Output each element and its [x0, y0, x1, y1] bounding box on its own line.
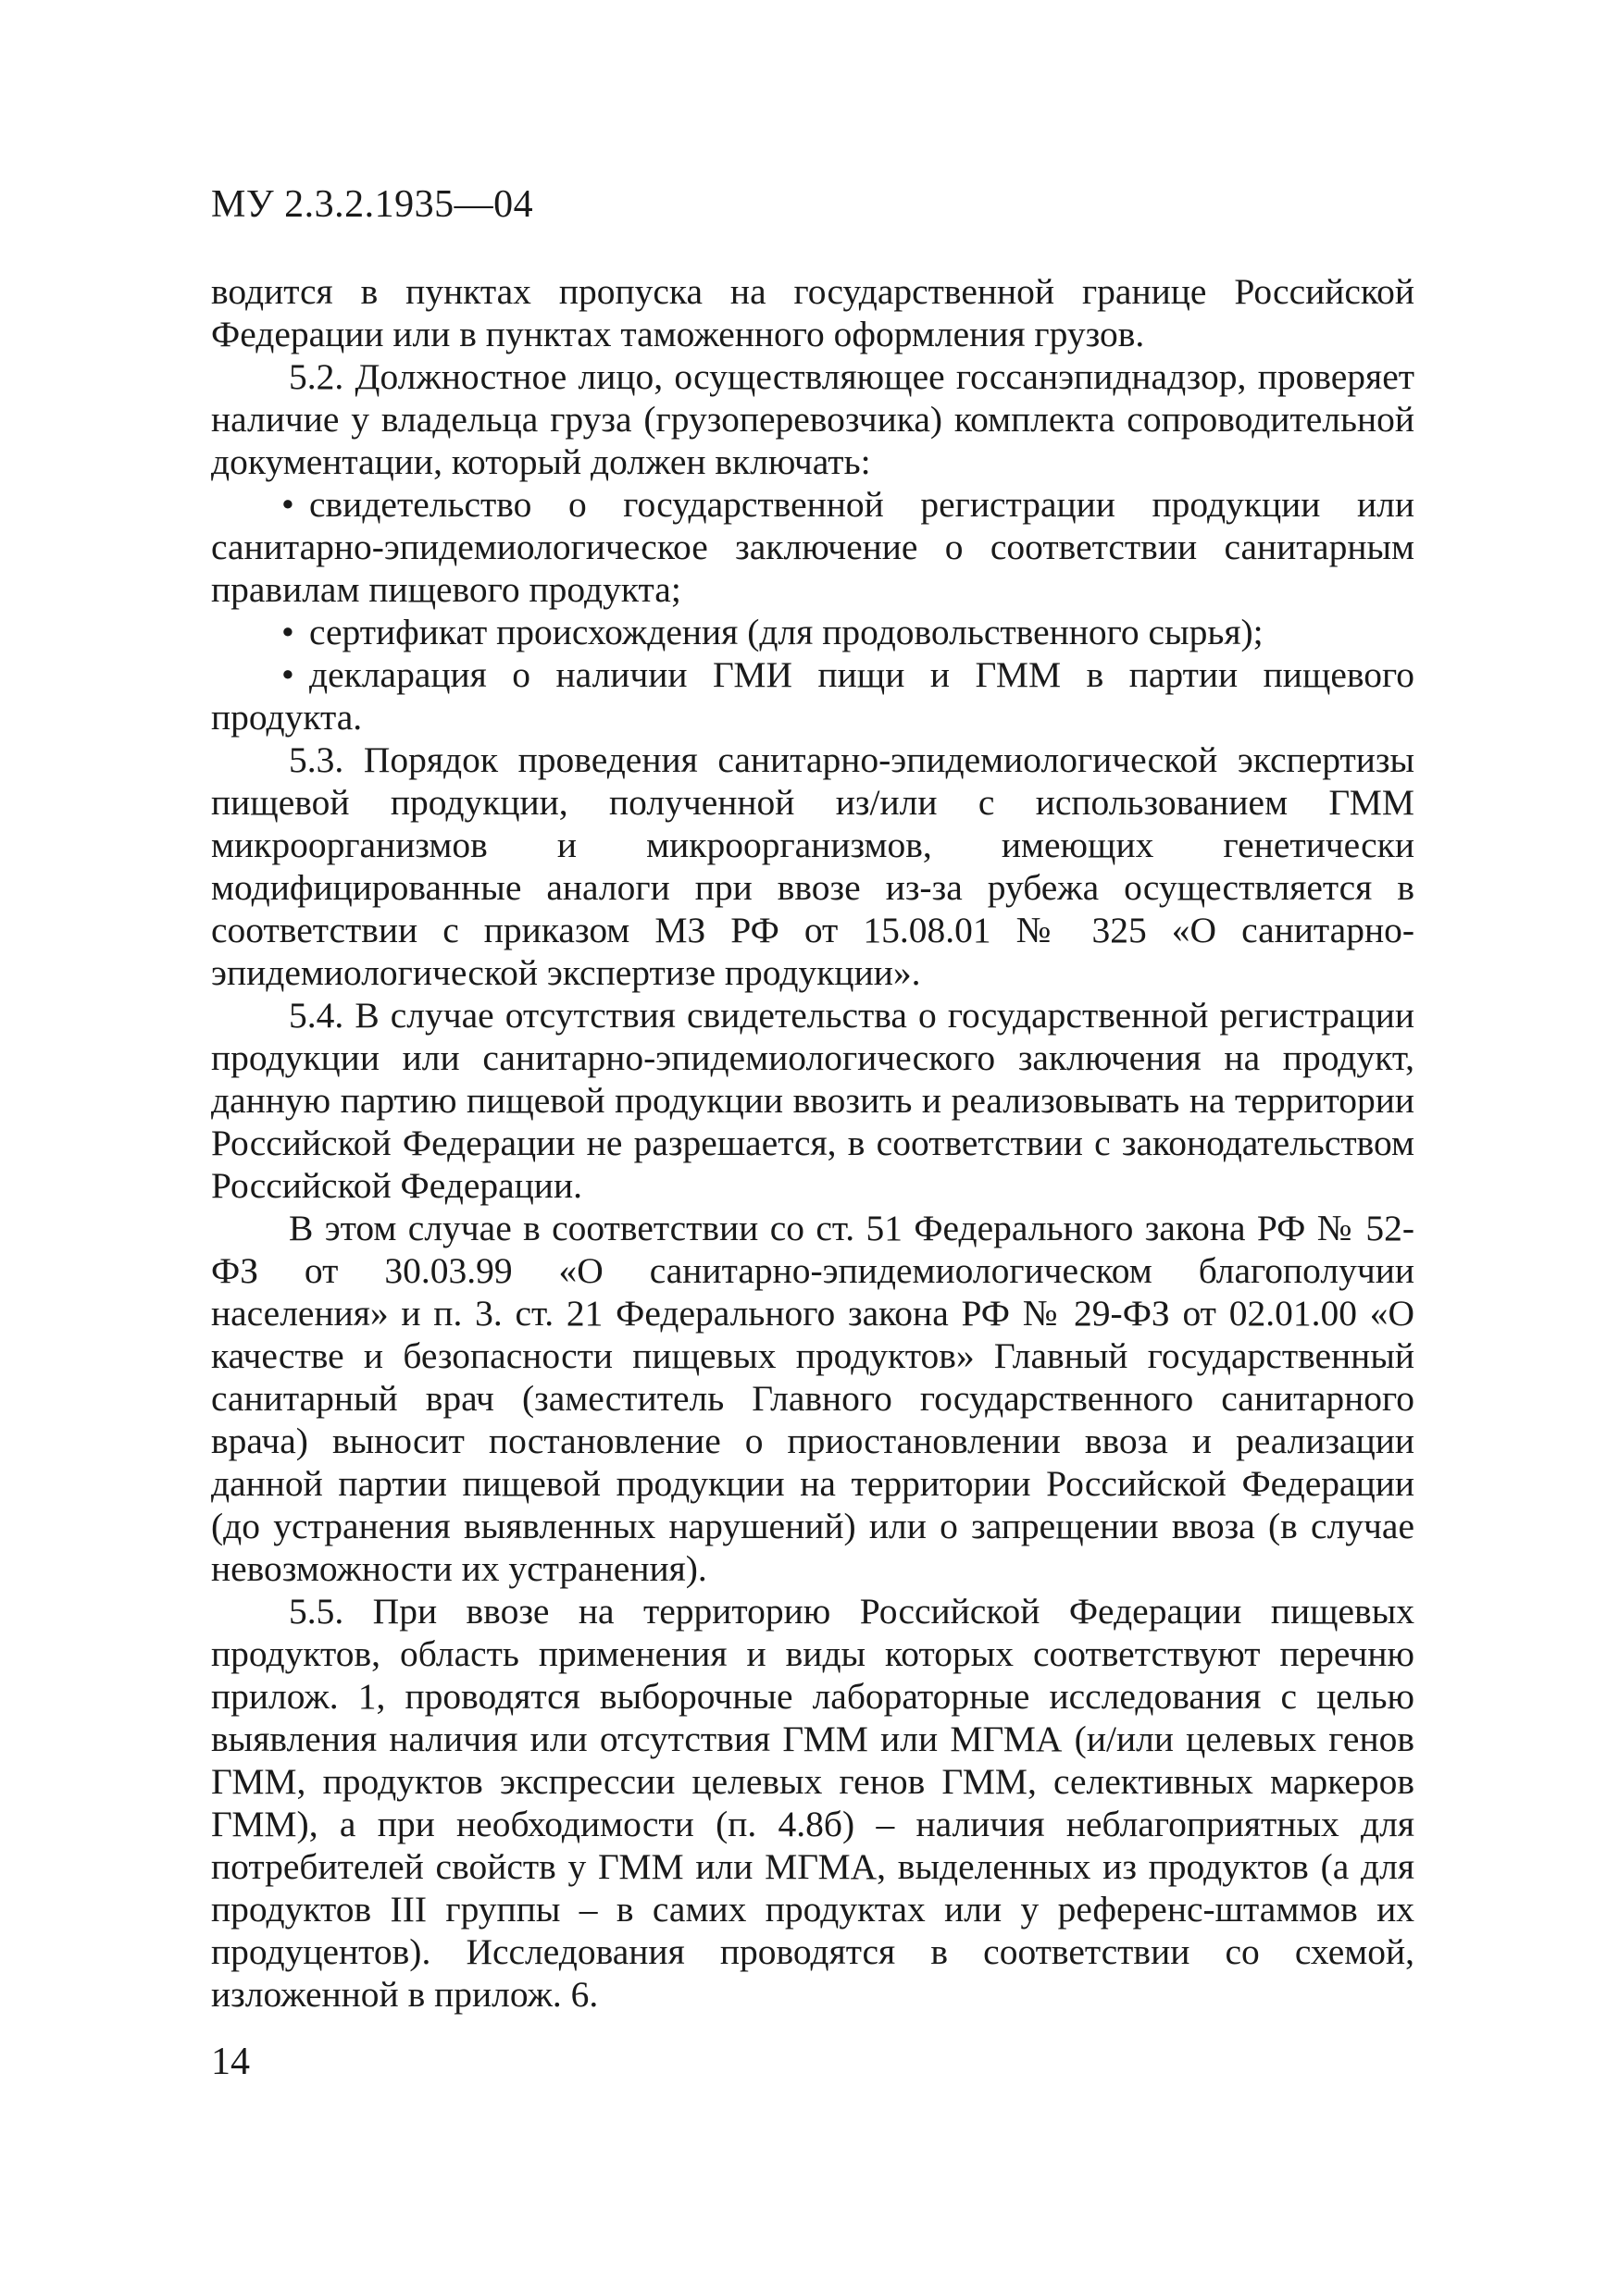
bullet-icon: • [281, 612, 294, 652]
paragraph-5-3: 5.3. Порядок проведения санитарно-эпидемиологической экспертизы пищевой продукции, полученной из/или с использованием ГММ микроорганизмов и микроорганизмов, имеющих генетически модифицированные аналоги при ввозе из-за рубежа осуществляется в соответствии с приказом МЗ РФ от 15.08.01 № 325 «О санитарно-эпидемиологической экспертизе продукции». [211, 739, 1414, 993]
bullet-text: декларация о наличии ГМИ пищи и ГММ в партии пищевого продукта. [211, 654, 1414, 738]
bullet-icon: • [281, 654, 294, 695]
page-number: 14 [211, 2041, 250, 2083]
bullet-text: свидетельство о государственной регистрации продукции или санитарно-эпидемиологическое заключение о соответствии санитарным правилам пищевого продукта; [211, 484, 1414, 610]
paragraph-continuation: водится в пунктах пропуска на государственной границе Российской Федерации или в пунктах таможенного оформления грузов. [211, 271, 1414, 354]
paragraph-5-5: 5.5. При ввозе на территорию Российской Федерации пищевых продуктов, область применения и виды которых соответствуют перечню прилож. 1, проводятся выборочные лабораторные исследования с целью выявления наличия или отсутствия ГММ или МГМА (и/или целевых генов ГММ, продуктов экспрессии целевых генов ГММ, селективных маркеров ГММ), а при необходимости (п. 4.8б) – наличия неблагоприятных для потребителей свойств у ГММ или МГМА, выделенных из продуктов (а для продуктов III группы – в самих продуктах или у референс-штаммов их продуцентов). Исследования проводятся в соответствии со схемой, изложенной в прилож. 6. [211, 1591, 1414, 2015]
bullet-item [211, 611, 1414, 653]
paragraph-5-4-continued: В этом случае в соответствии со ст. 51 Федерального закона РФ № 52-ФЗ от 30.03.99 «О санитарно-эпидемиологическом благополучии населения» и п. 3. ст. 21 Федерального закона РФ № 29-ФЗ от 02.01.00 «О качестве и безопасности пищевых продуктов» Главный государственный санитарный врач (заместитель Главного государственного санитарного врача) выносит постановление о приостановлении ввоза и реализации данной партии пищевой продукции на территории Российской Федерации (до устранения выявленных нарушений) или о запрещении ввоза (в случае невозможности их устранения). [211, 1208, 1414, 1589]
paragraph-5-4: 5.4. В случае отсутствия свидетельства о государственной регистрации продукции или санитарно-эпидемиологического заключения на продукт, данную партию пищевой продукции ввозить и реализовывать на территории Российской Федерации не разрешается, в соответствии с законодательством Российской Федерации. [211, 995, 1414, 1206]
paragraph-5-2: 5.2. Должностное лицо, осуществляющее госсанэпиднадзор, проверяет наличие у владельца груза (грузоперевозчика) комплекта сопроводительной документации, который должен включать: [211, 356, 1414, 482]
bullet-item [211, 483, 1414, 611]
bullet-item [211, 653, 1414, 738]
document-code-header: МУ 2.3.2.1935—04 [211, 183, 534, 226]
bullet-text: сертификат происхождения (для продовольственного сырья); [309, 612, 1264, 652]
document-body [211, 270, 1414, 2016]
bullet-icon: • [281, 484, 294, 525]
